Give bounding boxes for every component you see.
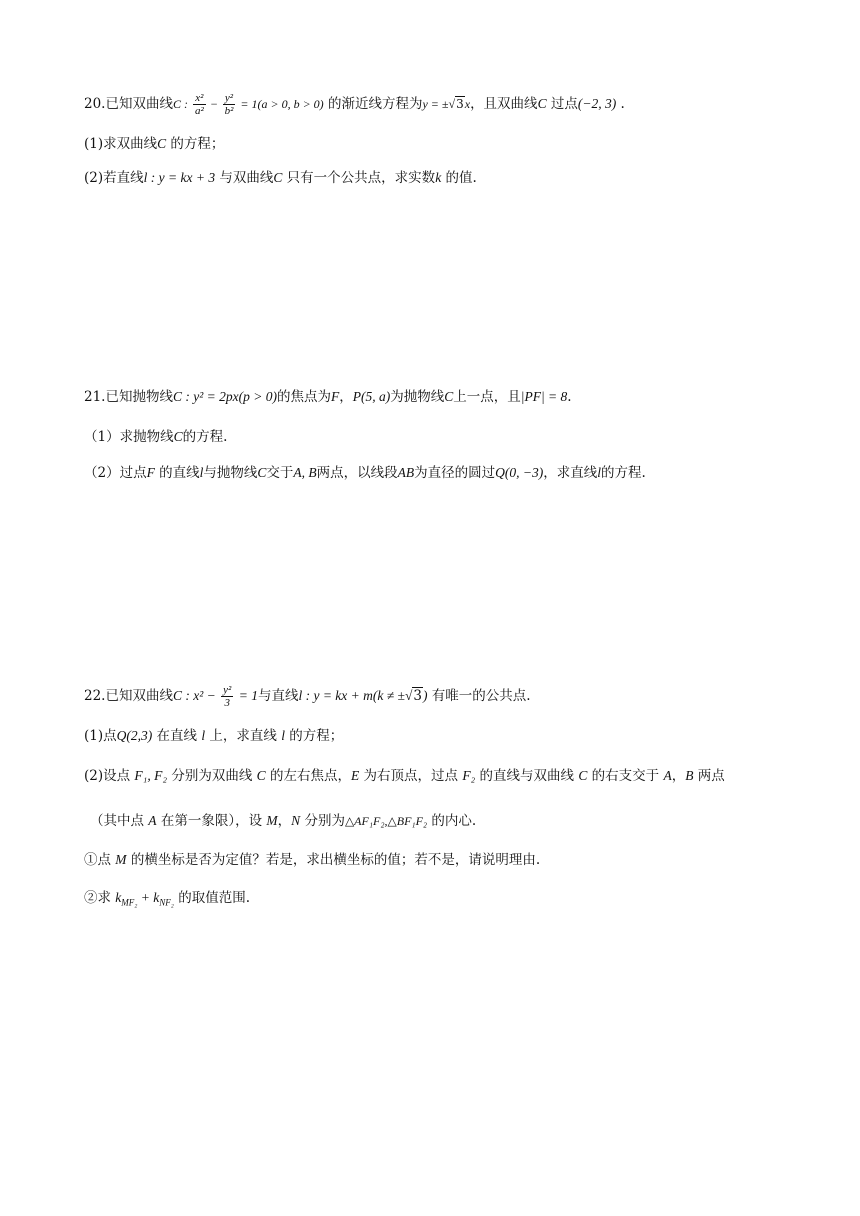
q21-stem: 21.已知抛物线C : y² = 2px(p > 0)的焦点为F，P(5, a)为抛物线C上一点，且|PF| = 8. — [84, 389, 572, 405]
q22-part1: (1)点Q(2,3) 在直线 l 上，求直线 l 的方程； — [84, 728, 344, 744]
q21-number: 21. — [84, 389, 106, 405]
q22-stem: 22.已知双曲线C : x² − $\frac{\text{y²}}{3}$ = 1与直线l : y = kx + m(k ≠ ±√3) 有唯一的公共点. — [84, 684, 531, 709]
q22-sub2: ②求 $k_{MF_2} + k_{NF_2}$ 的取值范围. — [84, 890, 251, 908]
q22-number: 22. — [84, 688, 106, 704]
q20-part2: (2)若直线l : y = kx + 3 与双曲线C 只有一个公共点，求实数k 的值. — [84, 170, 477, 186]
q20-number: 20. — [84, 96, 106, 112]
sqrt-sign-icon: √ — [404, 688, 413, 703]
q21-part1: （1）求抛物线C的方程. — [84, 429, 228, 445]
sqrt-sign-icon: √ — [448, 97, 456, 111]
q22-frac: $\frac{\text{y²}}{3}$ — [223, 684, 232, 709]
q20-stem-text: 已知双曲线 — [105, 96, 173, 112]
q20-part1: (1)求双曲线C 的方程； — [84, 136, 225, 152]
q22-part2: (2)设点 F₁, F₂ 分别为双曲线 C 的左右焦点，E 为右顶点，过点 F₂ 的直线与双曲线 C 的右支交于 A，B 两点 — [84, 768, 725, 784]
q22-part2-cont: （其中点 A 在第一象限），设 M，N 分别为△AF₁F₂,△BF₁F₂ 的内心. — [90, 813, 477, 829]
q20-frac-x: $\frac{\text{x²}}{\text{a²}}$ — [194, 92, 204, 117]
q22-sub1: ①点 M 的横坐标是否为定值？若是，求出横坐标的值；若不是，请说明理由. — [84, 852, 541, 868]
q20-stem: 20.已知双曲线C : $\frac{\text{x²}}{\text{a²}}$ − $\frac{\text{y²}}{\text{b²}}$ = 1(a > 0, b > 0) 的渐近线方程为y = ±√3x，且双曲线C 过点(−2, 3) . — [84, 92, 625, 117]
q20-frac-y: $\frac{\text{y²}}{\text{b²}}$ — [224, 92, 234, 117]
q21-part2: （2）过点F 的直线l与抛物线C交于A, B两点，以线段AB为直径的圆过Q(0, −3)，求直线l的方程. — [84, 465, 646, 481]
